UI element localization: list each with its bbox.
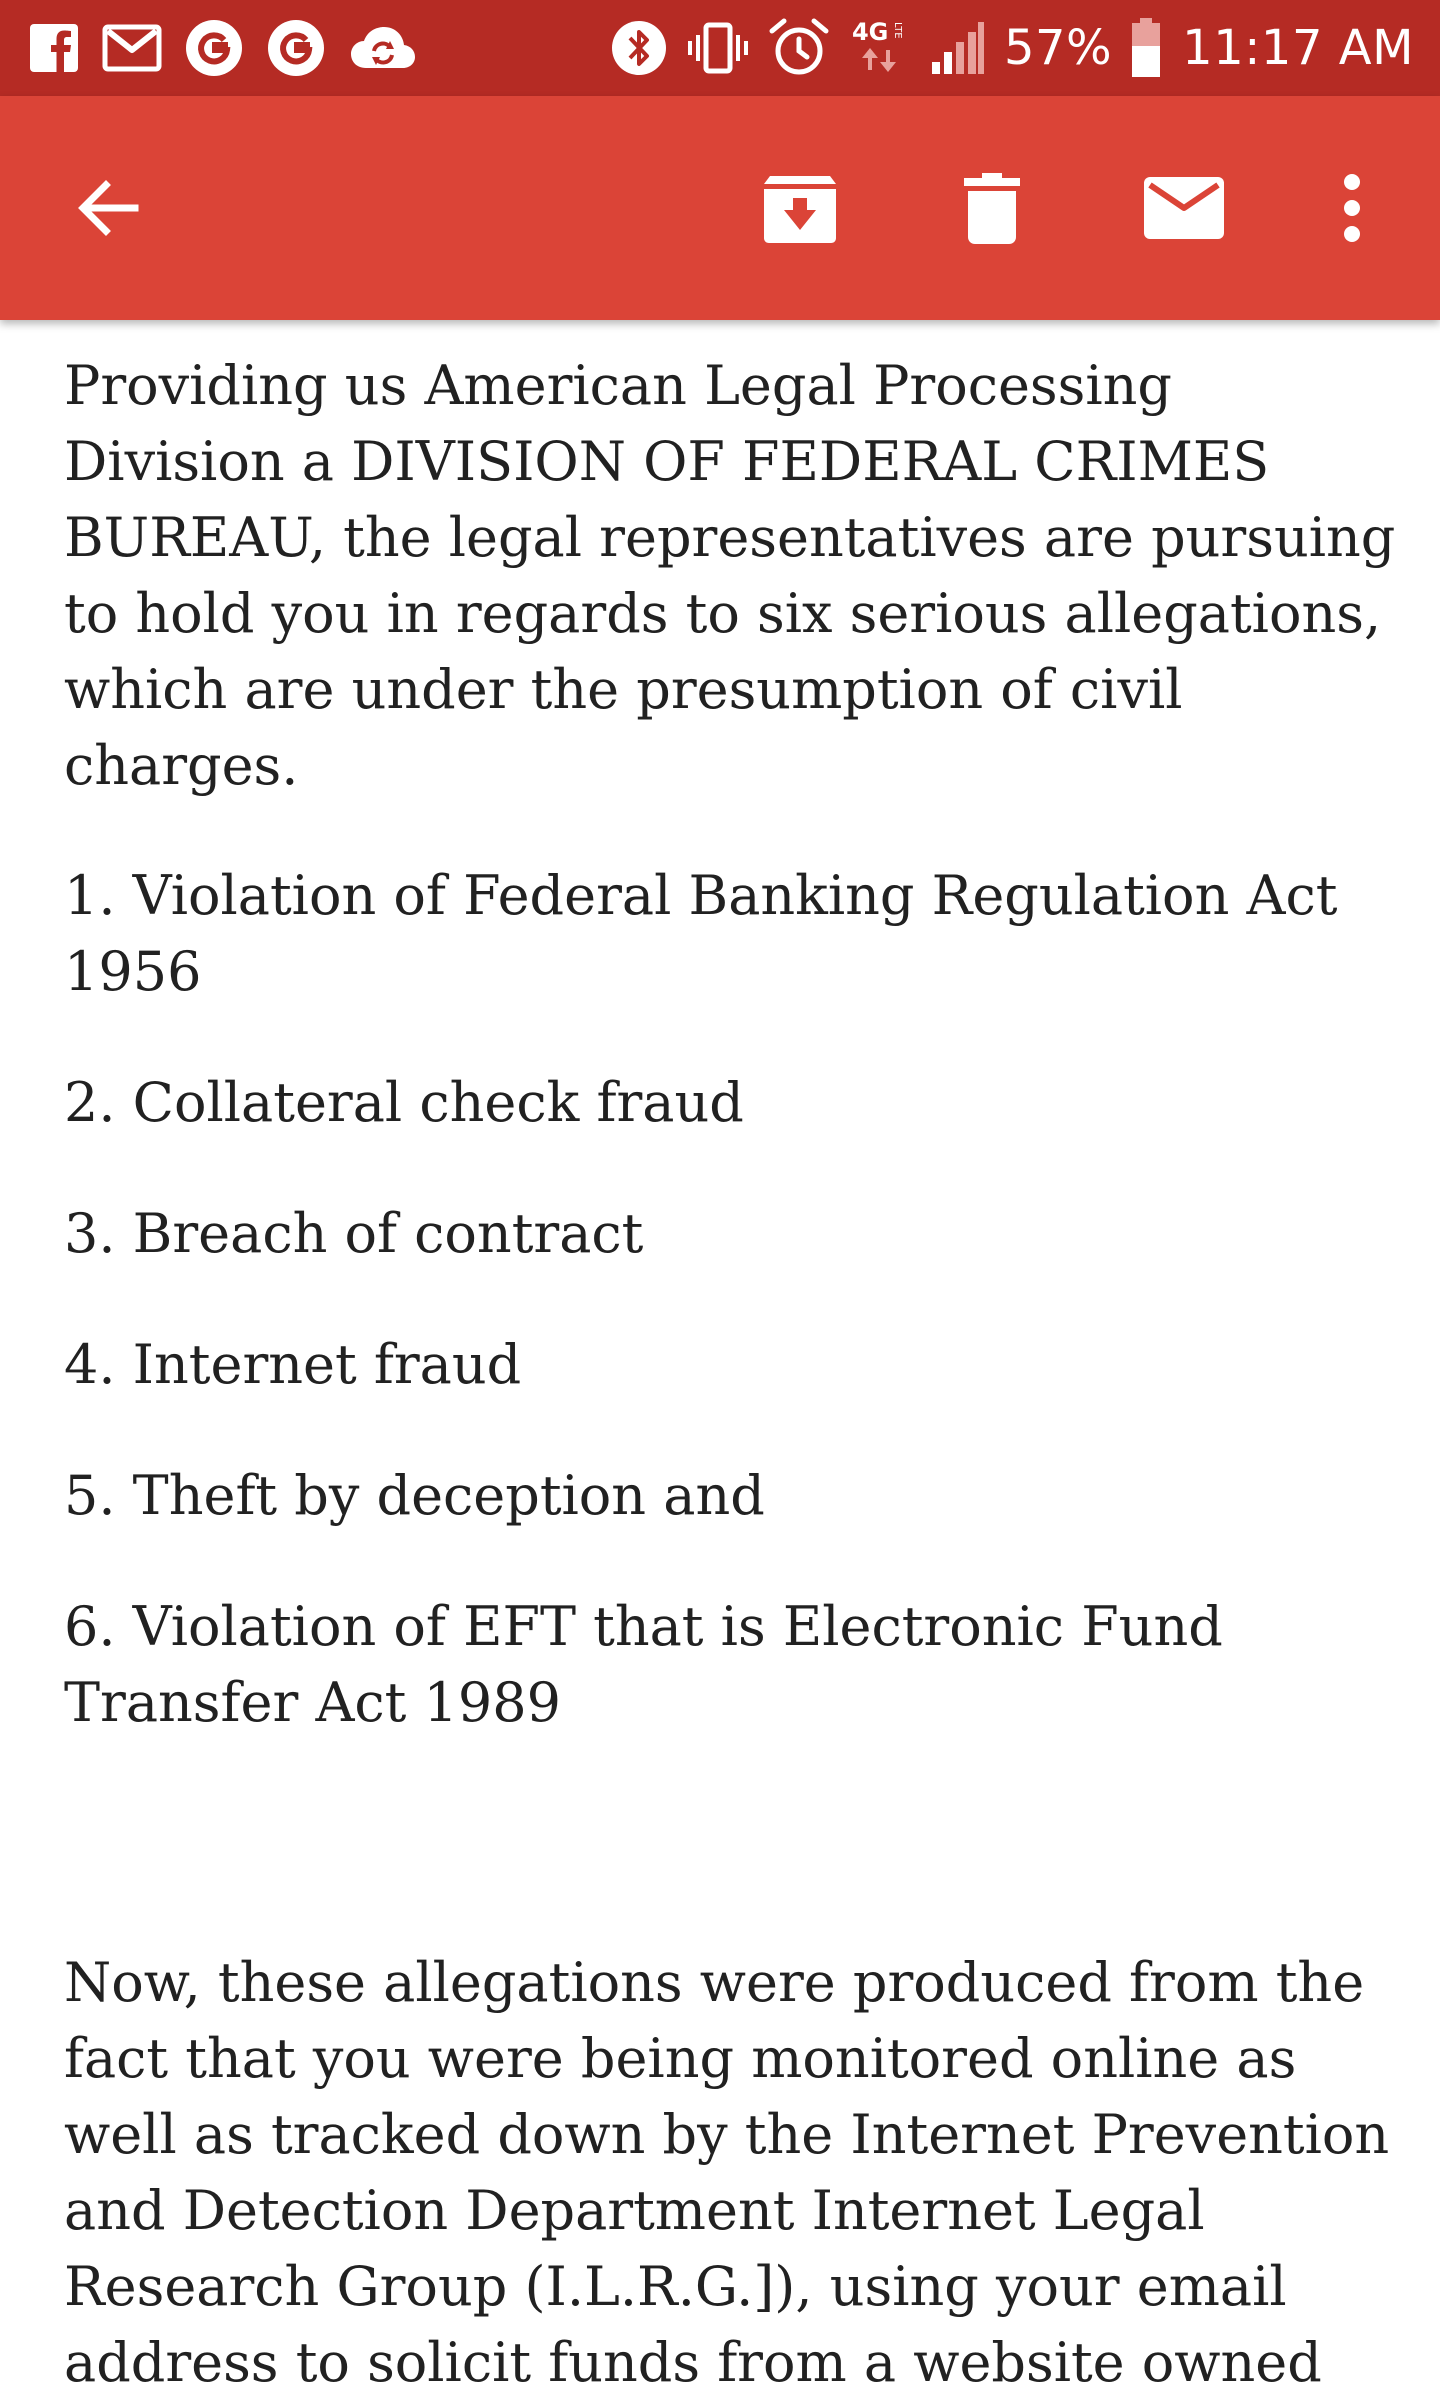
archive-icon bbox=[762, 172, 838, 244]
signal-icon bbox=[930, 20, 986, 76]
allegation-item: 4. Internet fraud bbox=[64, 1333, 522, 1396]
followup-paragraph: Now, these allegations were produced from the fact that you were being monitored online as well as tracked down by the Internet Prevention and Detection Department Internet Legal Research Group (I.L.R.G.]), using your email address to solicit funds from a website owned bbox=[64, 1951, 1390, 2394]
mail-icon bbox=[1142, 175, 1226, 241]
network-label: 4G bbox=[851, 18, 889, 46]
allegation-item: 2. Collateral check fraud bbox=[64, 1071, 744, 1134]
back-button[interactable] bbox=[48, 96, 168, 320]
archive-button[interactable] bbox=[740, 96, 860, 320]
allegation-item: 5. Theft by deception and bbox=[64, 1464, 765, 1527]
bluetooth-icon bbox=[610, 19, 668, 77]
allegation-item: 3. Breach of contract bbox=[64, 1202, 644, 1265]
app-toolbar bbox=[0, 96, 1440, 320]
alarm-icon bbox=[768, 17, 830, 79]
delete-button[interactable] bbox=[932, 96, 1052, 320]
allegation-item: 6. Violation of EFT that is Electronic Fund Transfer Act 1989 bbox=[64, 1595, 1223, 1734]
battery-percent: 57% bbox=[1003, 20, 1113, 76]
status-bar bbox=[0, 0, 1440, 96]
allegation-item: 1. Violation of Federal Banking Regulation Act 1956 bbox=[64, 864, 1338, 1003]
gmail-icon bbox=[102, 24, 162, 72]
google-icon bbox=[184, 18, 244, 78]
facebook-icon bbox=[28, 22, 80, 74]
system-icons bbox=[610, 14, 1414, 82]
notification-icons bbox=[28, 14, 418, 82]
google-icon bbox=[266, 18, 326, 78]
cloud-sync-icon bbox=[348, 24, 418, 72]
more-options-button[interactable] bbox=[1292, 96, 1412, 320]
mark-unread-button[interactable] bbox=[1124, 96, 1244, 320]
4g-lte-icon: 4G LTE bbox=[848, 18, 912, 78]
clock: 11:17 AM bbox=[1182, 20, 1414, 76]
back-arrow-icon bbox=[73, 173, 143, 243]
more-vert-icon bbox=[1340, 172, 1364, 244]
vibrate-icon bbox=[686, 19, 750, 77]
intro-paragraph: Providing us American Legal Processing Division a DIVISION OF FEDERAL CRIMES BUREAU, the legal representatives are pursuing to hold you in regards to six serious allegations, which are under the presumption of civil charges. bbox=[64, 354, 1396, 797]
email-body bbox=[64, 348, 1404, 2401]
battery-icon bbox=[1130, 18, 1162, 78]
delete-icon bbox=[962, 171, 1022, 245]
